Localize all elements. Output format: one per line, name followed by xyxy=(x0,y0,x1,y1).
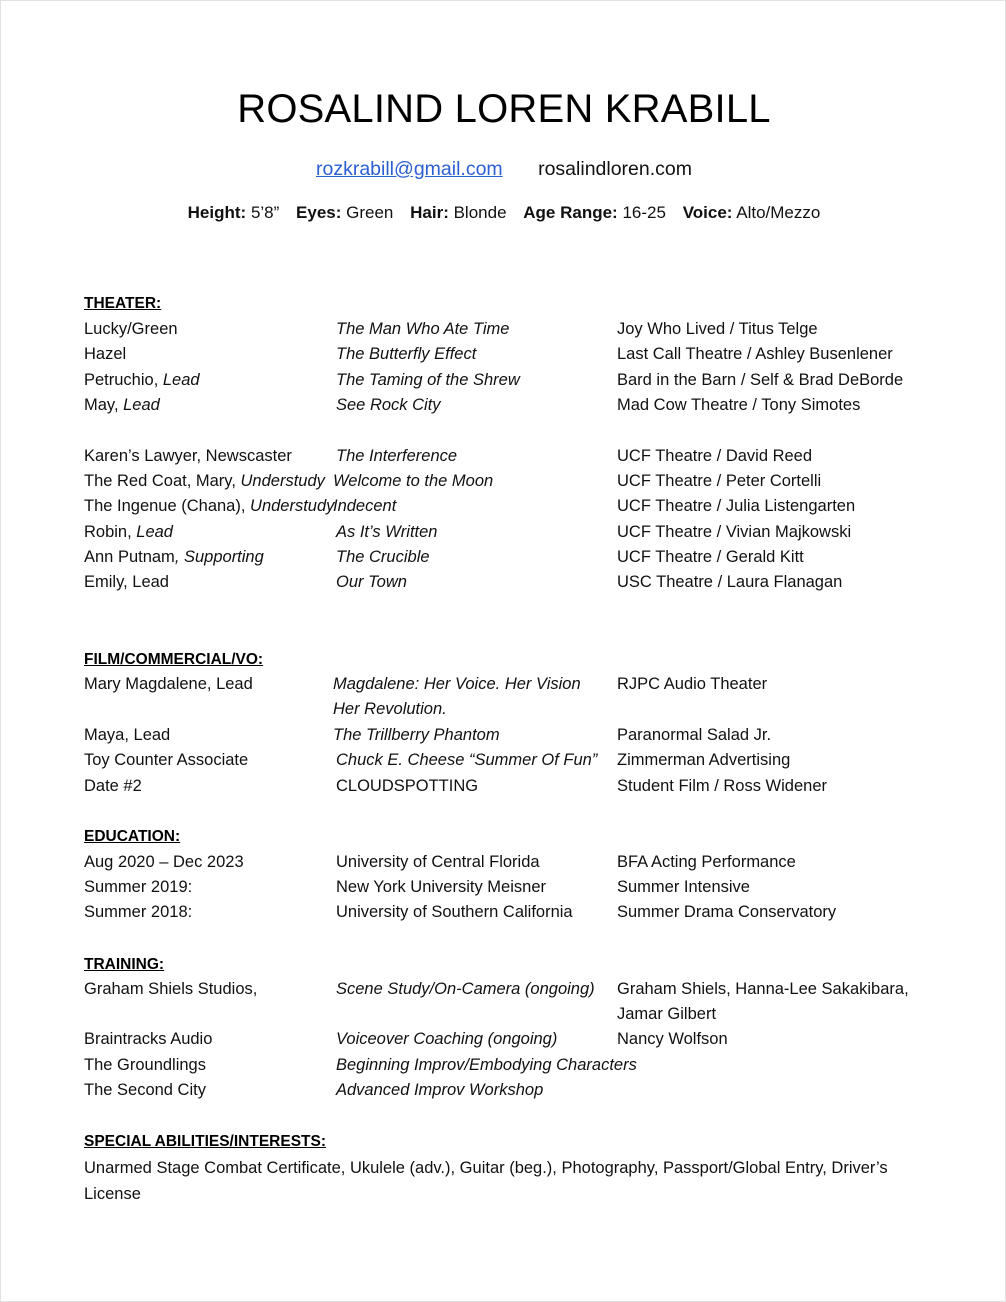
teacher-cell: Nancy Wolfson xyxy=(617,1030,728,1048)
company-cell: Paranormal Salad Jr. xyxy=(617,726,772,744)
theater-row xyxy=(1,497,1006,521)
role-text: The Ingenue (Chana), xyxy=(84,497,251,515)
role-note: Lead xyxy=(162,371,200,389)
date-cell: Summer 2018: xyxy=(84,903,193,921)
film-row xyxy=(1,751,1006,775)
theater-row xyxy=(1,396,1006,420)
company-cell: RJPC Audio Theater xyxy=(617,675,768,693)
company-cell: Bard in the Barn / Self & Brad DeBorde xyxy=(617,371,904,389)
company-cell: Student Film / Ross Widener xyxy=(617,777,827,795)
title-cell: The Taming of the Shrew xyxy=(336,371,520,389)
title-cell: Her Revolution. xyxy=(333,700,447,718)
theater-row xyxy=(1,472,1006,496)
role-cell xyxy=(84,396,160,415)
training-row xyxy=(1,980,1006,1004)
role-cell xyxy=(84,523,173,542)
role-cell xyxy=(84,447,292,466)
role-cell: Toy Counter Associate xyxy=(84,751,249,769)
role-text: Emily, Lead xyxy=(84,573,169,591)
title-cell: The Man Who Ate Time xyxy=(336,320,510,338)
studio-cell: The Second City xyxy=(84,1081,206,1099)
title-cell: The Butterfly Effect xyxy=(336,345,477,363)
title-cell: Welcome to the Moon xyxy=(333,472,494,490)
teacher-cell: Graham Shiels, Hanna-Lee Sakakibara, xyxy=(617,980,909,998)
title-cell: The Trillberry Phantom xyxy=(333,726,500,744)
stat-label: Height: xyxy=(187,203,247,222)
theater-row xyxy=(1,447,1006,471)
theater-row xyxy=(1,573,1006,597)
education-row xyxy=(1,903,1006,927)
title-cell: The Interference xyxy=(336,447,458,465)
studio-cell: Braintracks Audio xyxy=(84,1030,213,1048)
company-cell: Last Call Theatre / Ashley Busenlener xyxy=(617,345,893,363)
education-row xyxy=(1,878,1006,902)
role-cell xyxy=(84,371,200,390)
title-cell: CLOUDSPOTTING xyxy=(336,777,479,795)
training-row xyxy=(1,1056,1006,1080)
role-cell xyxy=(84,497,334,516)
film-row xyxy=(1,777,1006,801)
date-cell: Summer 2019: xyxy=(84,878,193,896)
role-note: Understudy xyxy=(240,472,325,490)
theater-row xyxy=(1,345,1006,369)
company-cell: Zimmerman Advertising xyxy=(617,751,791,769)
website-text: rosalindloren.com xyxy=(538,158,692,180)
company-cell: UCF Theatre / Gerald Kitt xyxy=(617,548,804,566)
course-cell: Advanced Improv Workshop xyxy=(336,1081,544,1099)
training-row xyxy=(1,1081,1006,1105)
stat-height xyxy=(188,203,280,222)
program-cell: Summer Drama Conservatory xyxy=(617,903,837,921)
company-cell: UCF Theatre / Peter Cortelli xyxy=(617,472,822,490)
film-heading: FILM/COMMERCIAL/VO: xyxy=(84,651,264,668)
stats-line xyxy=(1,203,1006,223)
role-cell xyxy=(84,472,325,491)
contact-line xyxy=(1,158,1006,181)
stat-value: Green xyxy=(346,203,394,222)
education-heading: EDUCATION: xyxy=(84,828,181,845)
stat-voice xyxy=(683,203,821,222)
company-cell: Mad Cow Theatre / Tony Simotes xyxy=(617,396,861,414)
role-text: Lucky/Green xyxy=(84,320,178,338)
role-cell: Date #2 xyxy=(84,777,142,795)
role-text: Robin, xyxy=(84,523,137,541)
stat-value: Alto/Mezzo xyxy=(736,203,821,222)
training-row xyxy=(1,1030,1006,1054)
role-text: The Red Coat, Mary, xyxy=(84,472,241,490)
company-cell: USC Theatre / Laura Flanagan xyxy=(617,573,843,591)
course-cell: Scene Study/On-Camera (ongoing) xyxy=(336,980,595,998)
course-cell: Beginning Improv/Embodying Characters xyxy=(336,1056,637,1074)
stat-hair xyxy=(410,203,506,222)
film-row-continuation xyxy=(1,700,1006,724)
film-row xyxy=(1,726,1006,750)
title-cell: The Crucible xyxy=(336,548,430,566)
stat-label: Voice: xyxy=(682,203,733,222)
course-cell: Voiceover Coaching (ongoing) xyxy=(336,1030,558,1048)
stat-label: Hair: xyxy=(410,203,449,222)
page-title: ROSALIND LOREN KRABILL xyxy=(237,87,771,131)
school-cell: University of Southern California xyxy=(336,903,573,921)
training-heading: TRAINING: xyxy=(84,956,165,973)
role-cell xyxy=(84,573,169,592)
school-cell: University of Central Florida xyxy=(336,853,540,871)
role-text: Karen’s Lawyer, Newscaster xyxy=(84,447,292,465)
role-note: Lead xyxy=(123,396,160,414)
role-text: Ann Putnam xyxy=(84,548,175,566)
education-row xyxy=(1,853,1006,877)
stat-eyes xyxy=(296,203,393,222)
role-cell: Maya, Lead xyxy=(84,726,171,744)
role-note: Understudy xyxy=(250,497,335,515)
stat-value: 5’8” xyxy=(250,203,280,222)
title-cell: Indecent xyxy=(333,497,397,515)
title-cell: Magdalene: Her Voice. Her Vision xyxy=(333,675,581,693)
stat-label: Age Range: xyxy=(523,203,618,222)
theater-row xyxy=(1,371,1006,395)
theater-row xyxy=(1,548,1006,572)
training-row-continuation xyxy=(1,1005,1006,1029)
stat-value: Blonde xyxy=(453,203,507,222)
program-cell: BFA Acting Performance xyxy=(617,853,796,871)
theater-heading: THEATER: xyxy=(84,295,162,312)
role-note: , Supporting xyxy=(174,548,264,566)
role-text: Petruchio, xyxy=(84,371,163,389)
company-cell: Joy Who Lived / Titus Telge xyxy=(617,320,818,338)
role-cell xyxy=(84,548,264,567)
date-cell: Aug 2020 – Dec 2023 xyxy=(84,853,244,871)
stat-label: Eyes: xyxy=(296,203,342,222)
stat-value: 16-25 xyxy=(622,203,666,222)
teacher-cell: Jamar Gilbert xyxy=(617,1005,717,1023)
role-cell: Mary Magdalene, Lead xyxy=(84,675,253,693)
theater-row xyxy=(1,320,1006,344)
role-cell xyxy=(84,345,126,364)
program-cell: Summer Intensive xyxy=(617,878,750,896)
company-cell: UCF Theatre / Vivian Majkowski xyxy=(617,523,852,541)
film-row xyxy=(1,675,1006,699)
school-cell: New York University Meisner xyxy=(336,878,546,896)
special-text: Unarmed Stage Combat Certificate, Ukulele (adv.), Guitar (beg.), Photography, Passport/Global Entry, Driver’s License xyxy=(84,1159,888,1203)
stat-age-range xyxy=(523,203,666,222)
title-cell: Our Town xyxy=(336,573,407,591)
company-cell: UCF Theatre / Julia Listengarten xyxy=(617,497,856,515)
studio-cell: Graham Shiels Studios, xyxy=(84,980,258,998)
studio-cell: The Groundlings xyxy=(84,1056,206,1074)
special-heading: SPECIAL ABILITIES/INTERESTS: xyxy=(84,1133,326,1150)
role-note: Lead xyxy=(136,523,173,541)
email-link[interactable]: rozkrabill@gmail.com xyxy=(316,158,503,180)
role-text: May, xyxy=(84,396,124,414)
title-cell: Chuck E. Cheese “Summer Of Fun” xyxy=(336,751,598,769)
theater-row xyxy=(1,523,1006,547)
role-text: Hazel xyxy=(84,345,127,363)
role-cell xyxy=(84,320,178,339)
title-cell: As It’s Written xyxy=(336,523,438,541)
company-cell: UCF Theatre / David Reed xyxy=(617,447,813,465)
title-cell: See Rock City xyxy=(336,396,441,414)
